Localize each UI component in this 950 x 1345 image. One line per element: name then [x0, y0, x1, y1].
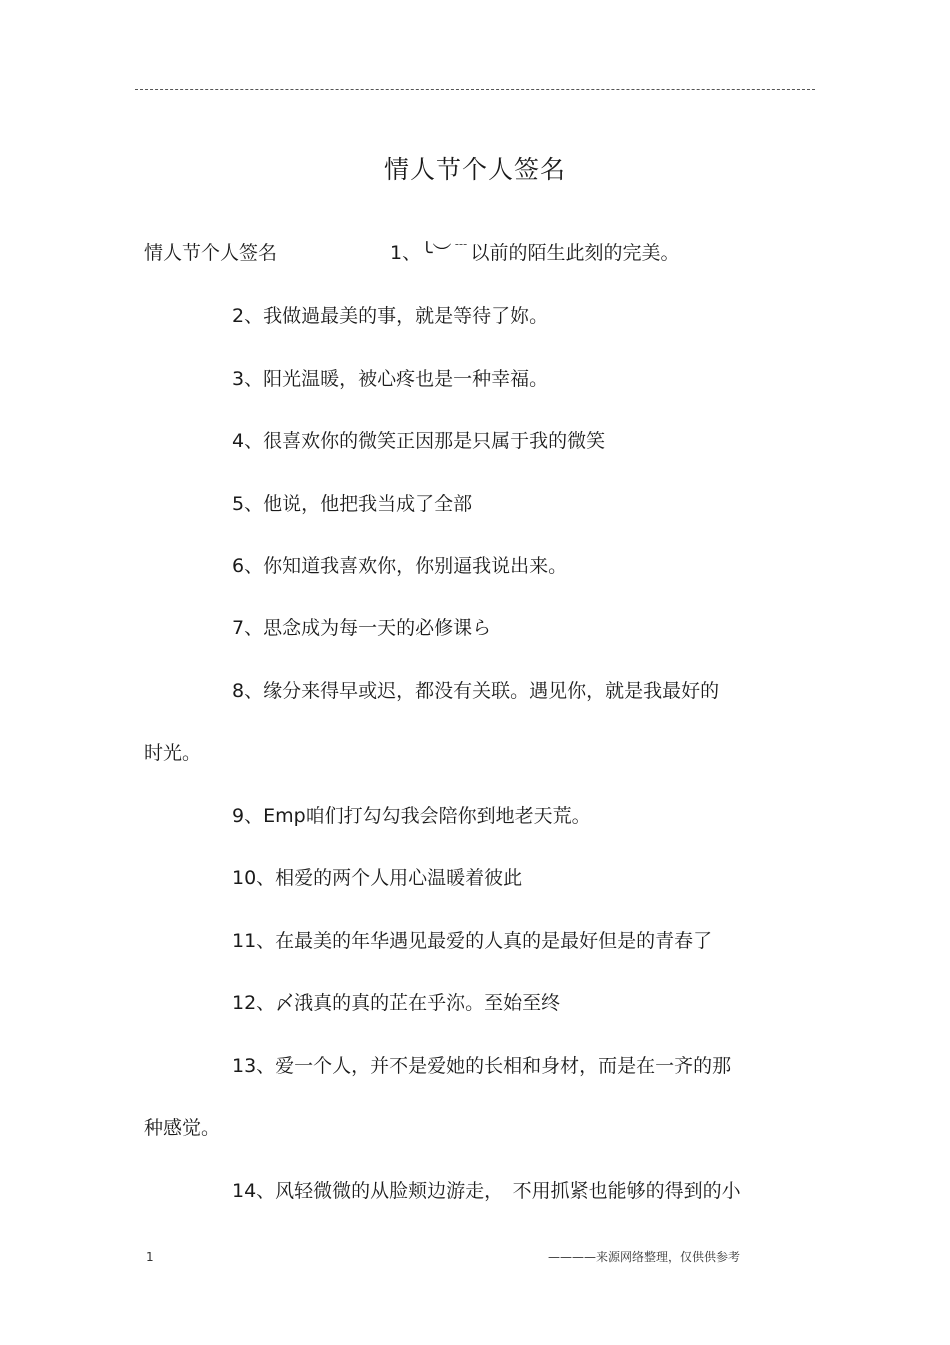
list-item-continuation: 时光。	[144, 742, 202, 764]
page-number: 1	[146, 1250, 154, 1264]
list-item: 11、在最美的年华遇见最爱的人真的是最好但是的青春了	[232, 930, 713, 952]
list-item: 6、你知道我喜欢你，你别逼我说出来。	[232, 555, 568, 577]
list-item: 14、风轻微微的从脸颊边游走， 不用抓紧也能够的得到的小	[232, 1180, 741, 1202]
header-rule	[135, 89, 815, 90]
list-item: 13、爱一个人，并不是爱她的长相和身材，而是在一齐的那	[232, 1055, 732, 1077]
list-item: 2、我做過最美的事，就是等待了妳。	[232, 305, 549, 327]
list-item: 1、╰︶﹉以前的陌生此刻的完美。	[390, 242, 680, 264]
list-item: 12、〆涐真的真的芷在乎沵。至始至终	[232, 992, 561, 1014]
list-item: 8、缘分来得早或迟，都没有关联。遇见你，就是我最好的	[232, 680, 720, 702]
list-item-continuation: 种感觉。	[144, 1117, 221, 1139]
list-item: 5、他说，他把我当成了全部	[232, 493, 473, 515]
list-item: 7、思念成为每一天的必修课ら	[232, 617, 492, 639]
list-item: 10、相爱的两个人用心温暖着彼此	[232, 867, 523, 889]
list-item: 3、阳光温暖，被心疼也是一种幸福。	[232, 368, 549, 390]
source-note: ————来源网络整理，仅供供参考	[548, 1250, 741, 1264]
list-item: 9、Emp咱们打勾勾我会陪你到地老天荒。	[232, 805, 591, 827]
page-title: 情人节个人签名	[383, 155, 566, 184]
list-item: 4、很喜欢你的微笑正因那是只属于我的微笑	[232, 430, 606, 452]
intro-label: 情人节个人签名	[144, 242, 278, 264]
